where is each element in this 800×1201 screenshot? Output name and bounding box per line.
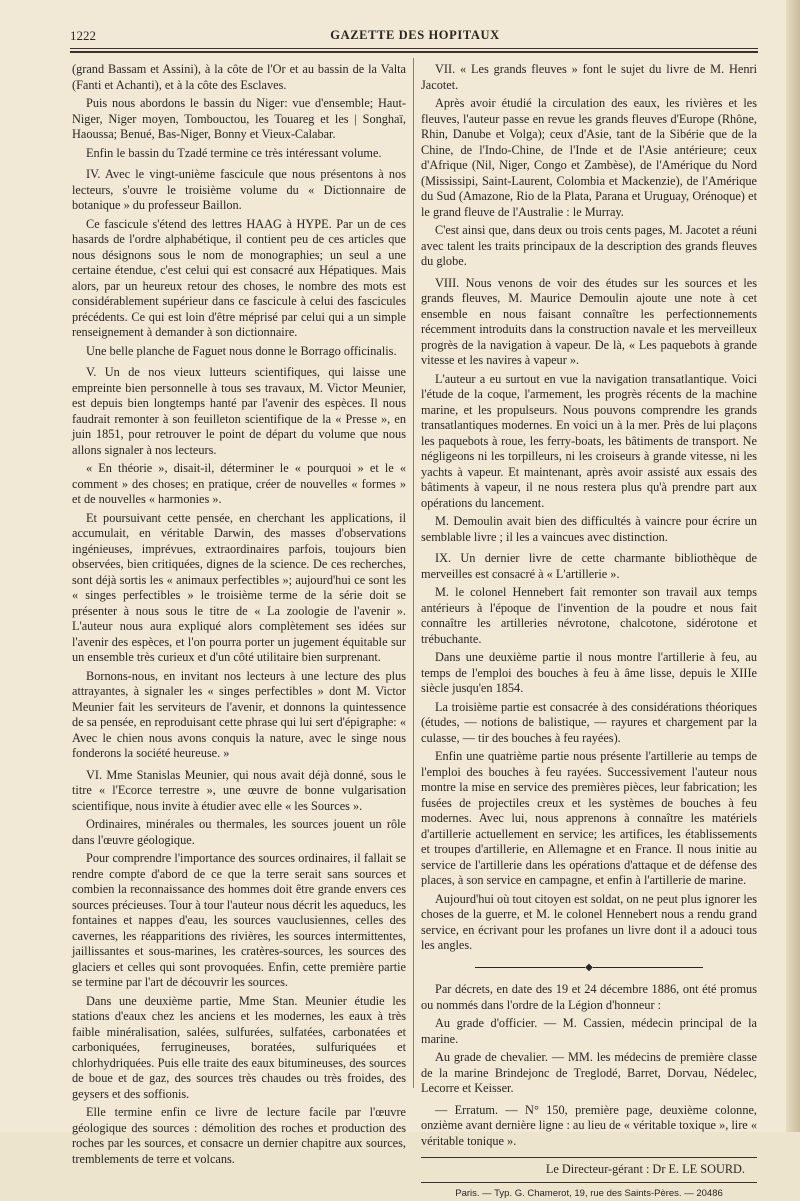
- paragraph: Une belle planche de Faguet nous donne le Borrago officinalis.: [72, 344, 406, 360]
- erratum: — Erratum. — N° 150, première page, deuxième colonne, onzième avant dernière ligne : au lieu de « véritable toxique », lire « véritable tonique ».: [421, 1103, 757, 1150]
- decree-paragraph: Par décrets, en date des 19 et 24 décembre 1886, ont été promus ou nommés dans l'ordre de la Légion d'honneur :: [421, 982, 757, 1013]
- paragraph: L'auteur a eu surtout en vue la navigation transatlantique. Voici l'étude de la coque, l'armement, les progrès récents de la machine marine, et les propulseurs. Nous pouvons comprendre les grands transatlantiques modernes. En voici un à la mer. Près de lui plaçons les paquebots à roue, les ferry-boats, les bâtiments de transport. Ne négligeons ni les torpilleurs, ni les croiseurs à grande vitesse, ni les yachts à vapeur. Et maintenant, après avoir assisté aux essais des bâtiments à vapeur, il ne nous restera plus qu'à prendre part aux opérations du lancement.: [421, 372, 757, 512]
- paragraph: Aujourd'hui où tout citoyen est soldat, on ne peut plus ignorer les choses de la guerre, et M. le colonel Hennebert nous a rendu grand service, en écrivant pour les profanes un livre dont il a adouci tous les angles.: [421, 892, 757, 954]
- paragraph: Pour comprendre l'importance des sources ordinaires, il fallait se rendre compte d'abord de ce que la terre serait sans sources et combien la reconnaissance des hommes doit être grande envers ces sources précieuses. Tour à tour l'auteur nous décrit les aqueducs, les fontaines et nappes d'eau, les sources vauclusiennes, celles des cavernes, les réapparitions des rivières, les sources intermittentes, jaillissantes et sous-marines, les cratères-sources, les sources des glaciers et celles qui sont provoquées. Enfin, cette première partie se termine par l'art de découvrir les sources.: [72, 851, 406, 991]
- imprint-rule: [421, 1182, 757, 1183]
- section-vi: VI. Mme Stanislas Meunier, qui nous avait déjà donné, sous le titre « l'Ecorce terrestre », une œuvre de bonne vulgarisation scientifique, nous invite à étudier avec elle « les Sources ».: [72, 768, 406, 815]
- paragraph: Dans une deuxième partie, Mme Stan. Meunier étudie les stations d'eaux chez les anciens et les modernes, les eaux à très faible minéralisation, salées, sulfurées, sulfatées, carbonatées et carboniquées, ferrugineuses, boratées, sulfuriquées et chlorhydriquées. Puis elle traite des eaux bitumineuses, des sources de boue et de gaz, des sources très chaudes ou très froides, des geysers et des soffionis.: [72, 994, 406, 1103]
- header-rule-thick: [70, 51, 758, 53]
- paragraph: Ordinaires, minérales ou thermales, les sources jouent un rôle dans l'œuvre géologique.: [72, 817, 406, 848]
- decree-officer: Au grade d'officier. — M. Cassien, médecin principal de la marine.: [421, 1016, 757, 1047]
- paragraph: Ce fascicule s'étend des lettres HAAG à HYPE. Par un de ces hasards de l'ordre alphabétique, il contient peu de ces articles que nous désignons sous le nom de monographies; un seul a une certaine étendue, c'est celui qui est consacré aux Hépatiques. Mais alors, par un heureux retour des choses, le nombre des mots est considérablement supérieur dans ce fascicule à celui des fascicules précédents. Ce qui est loin d'être méprisé par celui qui a un simple renseignement à demander à son dictionnaire.: [72, 217, 406, 341]
- paragraph: Après avoir étudié la circulation des eaux, les rivières et les fleuves, l'auteur passe en revue les grands fleuves d'Europe (Rhône, Rhin, Danube et Volga); ceux d'Asie, tant de la Sibérie que de la Chine, de l'Indo-Chine, de l'Inde et de l'Asie antérieure; ceux d'Afrique (Nil, Niger, Congo et Zambèse), de l'Amérique du Nord (Mississipi, Saint-Laurent, Colombia et Mackenzie), de l'Amérique du Sud (Amazone, Rio de la Plata, Parana et Uruguay, Orénoque) et le grand fleuve de l'Australie : le Murray.: [421, 96, 757, 220]
- section-iv: IV. Avec le vingt-unième fascicule que nous présentons à nos lecteurs, s'ouvre le troisième volume du « Dictionnaire de botanique » du professeur Baillon.: [72, 167, 406, 214]
- paragraph: Puis nous abordons le bassin du Niger: vue d'ensemble; Haut-Niger, Niger moyen, Tombouctou, les Touareg et les | Songhaï, Haoussa; Benué, Bas-Niger, Bonny et Vieux-Calabar.: [72, 96, 406, 143]
- signature-rule: [421, 1157, 757, 1158]
- paragraph: (grand Bassam et Assini), à la côte de l'Or et au bassin de la Valta (Fanti et Achanti), et à la côte des Esclaves.: [72, 62, 406, 93]
- page-number: 1222: [70, 28, 96, 44]
- page-header: [70, 28, 760, 46]
- right-column: [421, 62, 757, 1201]
- paragraph: M. Demoulin avait bien des difficultés à vaincre pour écrire un semblable livre ; il les a vaincues avec distinction.: [421, 514, 757, 545]
- paragraph: « En théorie », disait-il, déterminer le « pourquoi » et le « comment » des choses; en pratique, créer de nouvelles « formes » et de nouvelles « harmonies ».: [72, 461, 406, 508]
- section-separator: ◆: [421, 960, 757, 976]
- section-vii: VII. « Les grands fleuves » font le sujet du livre de M. Henri Jacotet.: [421, 62, 757, 93]
- paragraph: Bornons-nous, en invitant nos lecteurs à une lecture des plus attrayantes, à signaler les « singes perfectibles » dont M. Victor Meunier fait les serviteurs de l'avenir, et donnons la quintessence de sa pensée, en reproduisant cette phrase qui lui sert d'épigraphe: « Avec le chien nous avons conquis la nature, avec le singe nous fonderons la société heureuse. »: [72, 669, 406, 762]
- section-ix: IX. Un dernier livre de cette charmante bibliothèque de merveilles est consacré à « L'artillerie ».: [421, 551, 757, 582]
- header-rule-thin: [70, 48, 758, 49]
- column-divider: [413, 58, 414, 1088]
- left-column: [72, 62, 406, 1170]
- paragraph: Et poursuivant cette pensée, en cherchant les applications, il accumulait, en véritable Darwin, des masses d'observations ingénieuses, imprévues, extraordinaires parfois, toujours bien observées, bien critiquées, dignes de la science. De ces recherches, sont déjà sortis les « animaux perfectibles »; aujourd'hui ce sont les « singes perfectibles » le troisième terme de la série doit se présenter à nous sous le titre de « La zoologie de l'avenir ». L'auteur nous aura expliqué alors complètement ses idées sur l'avenir des espèces, et l'on pourra porter un jugement équitable sur un ensemble très curieux et d'un côté utilitaire bien surprenant.: [72, 511, 406, 666]
- printer-imprint: Paris. — Typ. G. Chamerot, 19, rue des Saints-Pères. — 20486: [421, 1186, 757, 1201]
- journal-title: GAZETTE DES HOPITAUX: [70, 28, 760, 43]
- page-edge-shadow: [786, 0, 800, 1132]
- paragraph: Enfin une quatrième partie nous présente l'artillerie au temps de l'emploi des bouches à feu rayées. Successivement l'auteur nous montre la mise en service des premières pièces, leur fabrication; les fusées de projectiles creux et les systèmes de bouches à feu modernes. Avec lui, nous apprenons à connaître les matériels d'artillerie actuellement en service; les artifices, les établissements et troupes d'artillerie, en Allemagne et en France. Il nous initie au service de l'artillerie dans les opérations d'attaque et de défense des places, à son service en campagne, et enfin à l'artillerie de marine.: [421, 749, 757, 889]
- paragraph: Dans une deuxième partie il nous montre l'artillerie à feu, au temps de l'emploi des bouches à feu à âme lisse, depuis le XIIIe siècle jusqu'en 1854.: [421, 650, 757, 697]
- section-viii: VIII. Nous venons de voir des études sur les sources et les grands fleuves, M. Maurice Demoulin ajoute une note à cet ensemble en nous faisant connaître les perfectionnements récemment introduits dans la construction navale et les merveilleux progrès de la navigation à vapeur. De là, « Les paquebots à grande vitesse et les navires à vapeur ».: [421, 276, 757, 369]
- decree-chevalier: Au grade de chevalier. — MM. les médecins de première classe de la marine Brindejonc de Treglodé, Barret, Dorvau, Nédelec, Lecorre et Keisser.: [421, 1050, 757, 1097]
- paragraph: C'est ainsi que, dans deux ou trois cents pages, M. Jacotet a réuni avec talent les traits principaux de la description des grands fleuves du globe.: [421, 223, 757, 270]
- paragraph: Enfin le bassin du Tzadé termine ce très intéressant volume.: [72, 146, 406, 162]
- paragraph: M. le colonel Hennebert fait remonter son travail aux temps antérieurs à l'époque de l'invention de la poudre et nous fait connaître les artilleries névrotone, chalcotone, sidérotone et trébuchante.: [421, 585, 757, 647]
- section-v: V. Un de nos vieux lutteurs scientifiques, qui laisse une empreinte bien personnelle à tous ses travaux, M. Victor Meunier, est depuis bien longtemps hanté par l'avenir des espèces. Il nous faudrait remonter à son feuilleton scientifique de la « Presse », en juin 1851, pour retrouver le point de départ du volume que nous allons signaler à nos lecteurs.: [72, 365, 406, 458]
- paragraph: La troisième partie est consacrée à des considérations théoriques (études, — notions de balistique, — rayures et chargement par la culasse, — tir des bouches à feu rayées).: [421, 700, 757, 747]
- paragraph: Elle termine enfin ce livre de lecture facile par l'œuvre géologique des sources : démolition des roches et production des roches par les sources, et consacre un dernier chapitre aux sources, tremblements de terre et volcans.: [72, 1105, 406, 1167]
- director-signature: Le Directeur-gérant : Dr E. LE SOURD.: [421, 1162, 757, 1178]
